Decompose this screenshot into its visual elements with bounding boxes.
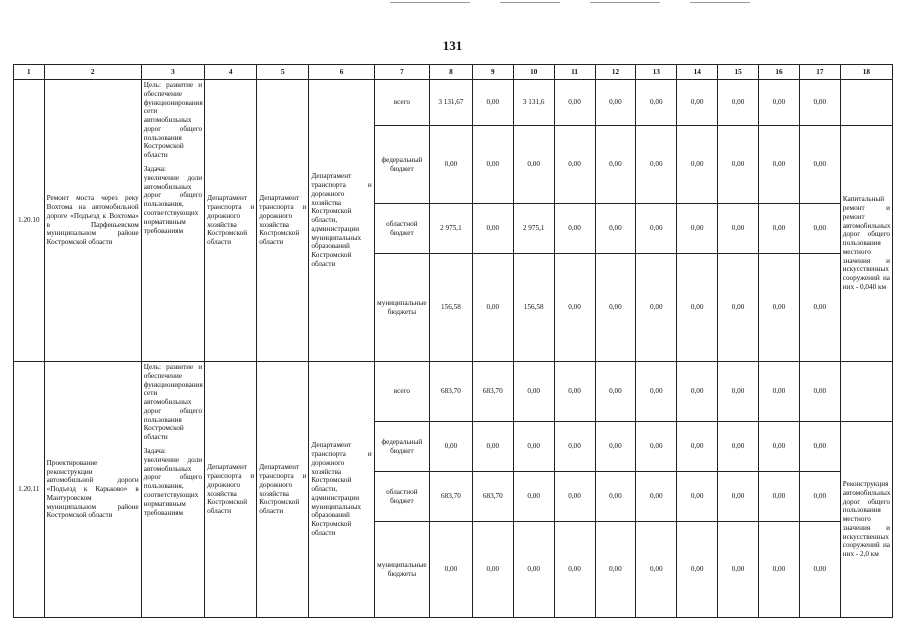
header-cell-15: 15 — [718, 65, 759, 80]
value-col-14: 0,00 — [677, 80, 718, 126]
header-cell-2: 2 — [44, 65, 141, 80]
value-col-17: 0,00 — [799, 472, 840, 522]
value-col-9: 0,00 — [472, 204, 513, 254]
expected-result-empty — [840, 362, 892, 422]
value-col-16: 0,00 — [759, 422, 800, 472]
header-cell-13: 13 — [636, 65, 677, 80]
value-col-16: 0,00 — [759, 204, 800, 254]
value-col-11: 0,00 — [554, 80, 595, 126]
value-col-17: 0,00 — [799, 254, 840, 362]
value-col-9: 683,70 — [472, 362, 513, 422]
value-col-12: 0,00 — [595, 472, 636, 522]
header-cell-11: 11 — [554, 65, 595, 80]
value-col-13: 0,00 — [636, 80, 677, 126]
value-col-10: 156,58 — [513, 254, 554, 362]
value-col-14: 0,00 — [677, 362, 718, 422]
value-col-10: 0,00 — [513, 126, 554, 204]
value-col-8: 0,00 — [429, 126, 472, 204]
value-col-16: 0,00 — [759, 362, 800, 422]
header-cell-1: 1 — [14, 65, 45, 80]
value-col-14: 0,00 — [677, 204, 718, 254]
value-col-11: 0,00 — [554, 126, 595, 204]
table-row — [14, 362, 893, 422]
value-col-17: 0,00 — [799, 422, 840, 472]
value-col-16: 0,00 — [759, 80, 800, 126]
task-text: Задача: увеличение доли автомобильных дорог общего пользования, соответствующих нормативным требованиям — [143, 165, 203, 235]
value-col-12: 0,00 — [595, 522, 636, 618]
header-cell-12: 12 — [595, 65, 636, 80]
funding-source: всего — [374, 80, 429, 126]
value-col-15: 0,00 — [718, 126, 759, 204]
value-col-9: 683,70 — [472, 472, 513, 522]
value-col-8: 0,00 — [429, 422, 472, 472]
value-col-9: 0,00 — [472, 422, 513, 472]
funding-source: федеральный бюджет — [374, 422, 429, 472]
value-col-11: 0,00 — [554, 422, 595, 472]
goal-text: Цель: развитие и обеспечение функционирования сети автомобильных дорог общего пользования Костромской области — [143, 81, 203, 160]
row-id: 1.20.10 — [14, 80, 45, 362]
header-cell-10: 10 — [513, 65, 554, 80]
funding-source: федеральный бюджет — [374, 126, 429, 204]
responsible-executor: Департамент транспорта и дорожного хозяйства Костромской области — [205, 362, 257, 618]
header-cell-5: 5 — [257, 65, 309, 80]
value-col-15: 0,00 — [718, 472, 759, 522]
value-col-15: 0,00 — [718, 422, 759, 472]
header-cell-7: 7 — [374, 65, 429, 80]
value-col-12: 0,00 — [595, 80, 636, 126]
value-col-11: 0,00 — [554, 362, 595, 422]
header-row — [14, 65, 893, 80]
value-col-12: 0,00 — [595, 204, 636, 254]
value-col-13: 0,00 — [636, 362, 677, 422]
value-col-17: 0,00 — [799, 126, 840, 204]
value-col-8: 2 975,1 — [429, 204, 472, 254]
object-name: Проектирование реконструкции автомобильной дороги «Подъезд к Карьково» в Мантуровском муниципальном районе Костромской области — [44, 362, 141, 618]
value-col-12: 0,00 — [595, 422, 636, 472]
value-col-15: 0,00 — [718, 362, 759, 422]
funding-source: областной бюджет — [374, 204, 429, 254]
header-cell-14: 14 — [677, 65, 718, 80]
value-col-13: 0,00 — [636, 472, 677, 522]
header-cell-8: 8 — [429, 65, 472, 80]
task-text: Задача: увеличение доли автомобильных дорог общего пользования, соответствующих нормативным требованиям — [143, 447, 203, 517]
value-col-10: 0,00 — [513, 362, 554, 422]
co-executor: Департамент транспорта и дорожного хозяйства Костромской области — [257, 80, 309, 362]
funding-source: областной бюджет — [374, 472, 429, 522]
goal-text: Цель: развитие и обеспечение функционирования сети автомобильных дорог общего пользования Костромской области — [143, 363, 203, 442]
value-col-17: 0,00 — [799, 362, 840, 422]
value-col-8: 683,70 — [429, 472, 472, 522]
budget-table — [13, 64, 893, 618]
value-col-12: 0,00 — [595, 254, 636, 362]
value-col-9: 0,00 — [472, 522, 513, 618]
value-col-10: 2 975,1 — [513, 204, 554, 254]
header-cell-16: 16 — [759, 65, 800, 80]
value-col-16: 0,00 — [759, 472, 800, 522]
value-col-10: 0,00 — [513, 422, 554, 472]
value-col-13: 0,00 — [636, 522, 677, 618]
value-col-11: 0,00 — [554, 472, 595, 522]
value-col-8: 0,00 — [429, 522, 472, 618]
value-col-16: 0,00 — [759, 522, 800, 618]
value-col-14: 0,00 — [677, 126, 718, 204]
value-col-11: 0,00 — [554, 254, 595, 362]
goal-task — [141, 80, 204, 362]
value-col-11: 0,00 — [554, 522, 595, 618]
value-col-15: 0,00 — [718, 254, 759, 362]
value-col-8: 156,58 — [429, 254, 472, 362]
value-col-14: 0,00 — [677, 522, 718, 618]
table-row — [14, 80, 893, 126]
value-col-16: 0,00 — [759, 126, 800, 204]
value-col-13: 0,00 — [636, 254, 677, 362]
value-col-14: 0,00 — [677, 422, 718, 472]
header-cell-17: 17 — [799, 65, 840, 80]
header-cell-4: 4 — [205, 65, 257, 80]
page-number: 131 — [442, 38, 463, 53]
header-cell-9: 9 — [472, 65, 513, 80]
funding-source: муниципальные бюджеты — [374, 522, 429, 618]
expected-result: Реконструкция автомобильных дорог общего пользования местного значения и искусственных сооружений на них - 2,0 км — [840, 422, 892, 618]
value-col-14: 0,00 — [677, 472, 718, 522]
participants: Департамент транспорта и дорожного хозяйства Костромской области, администрации муниципальных образований Костромской области — [309, 362, 374, 618]
expected-result-empty — [840, 80, 892, 126]
value-col-9: 0,00 — [472, 80, 513, 126]
value-col-14: 0,00 — [677, 254, 718, 362]
header-cell-6: 6 — [309, 65, 374, 80]
value-col-15: 0,00 — [718, 204, 759, 254]
value-col-15: 0,00 — [718, 522, 759, 618]
funding-source: муниципальные бюджеты — [374, 254, 429, 362]
value-col-13: 0,00 — [636, 422, 677, 472]
value-col-10: 0,00 — [513, 472, 554, 522]
participants: Департамент транспорта и дорожного хозяйства Костромской области, администрации муниципальных образований Костромской области — [309, 80, 374, 362]
header-cell-18: 18 — [840, 65, 892, 80]
row-id: 1.20.11 — [14, 362, 45, 618]
value-col-17: 0,00 — [799, 80, 840, 126]
value-col-17: 0,00 — [799, 522, 840, 618]
value-col-13: 0,00 — [636, 204, 677, 254]
value-col-8: 3 131,67 — [429, 80, 472, 126]
value-col-16: 0,00 — [759, 254, 800, 362]
value-col-10: 0,00 — [513, 522, 554, 618]
funding-source: всего — [374, 362, 429, 422]
value-col-12: 0,00 — [595, 126, 636, 204]
value-col-8: 683,70 — [429, 362, 472, 422]
value-col-11: 0,00 — [554, 204, 595, 254]
object-name: Ремонт моста через реку Вохтома на автомобильной дороге «Подъезд к Вохтома» в Парфеньевском муниципальном районе Костромской области — [44, 80, 141, 362]
value-col-10: 3 131,6 — [513, 80, 554, 126]
header-cell-3: 3 — [141, 65, 204, 80]
value-col-15: 0,00 — [718, 80, 759, 126]
value-col-9: 0,00 — [472, 254, 513, 362]
value-col-13: 0,00 — [636, 126, 677, 204]
co-executor: Департамент транспорта и дорожного хозяйства Костромской области — [257, 362, 309, 618]
responsible-executor: Департамент транспорта и дорожного хозяйства Костромской области — [205, 80, 257, 362]
value-col-17: 0,00 — [799, 204, 840, 254]
value-col-9: 0,00 — [472, 126, 513, 204]
goal-task — [141, 362, 204, 618]
value-col-12: 0,00 — [595, 362, 636, 422]
expected-result: Капитальный ремонт и ремонт автомобильных дорог общего пользования местного значения и искусственных сооружений на них - 0,040 км — [840, 126, 892, 362]
